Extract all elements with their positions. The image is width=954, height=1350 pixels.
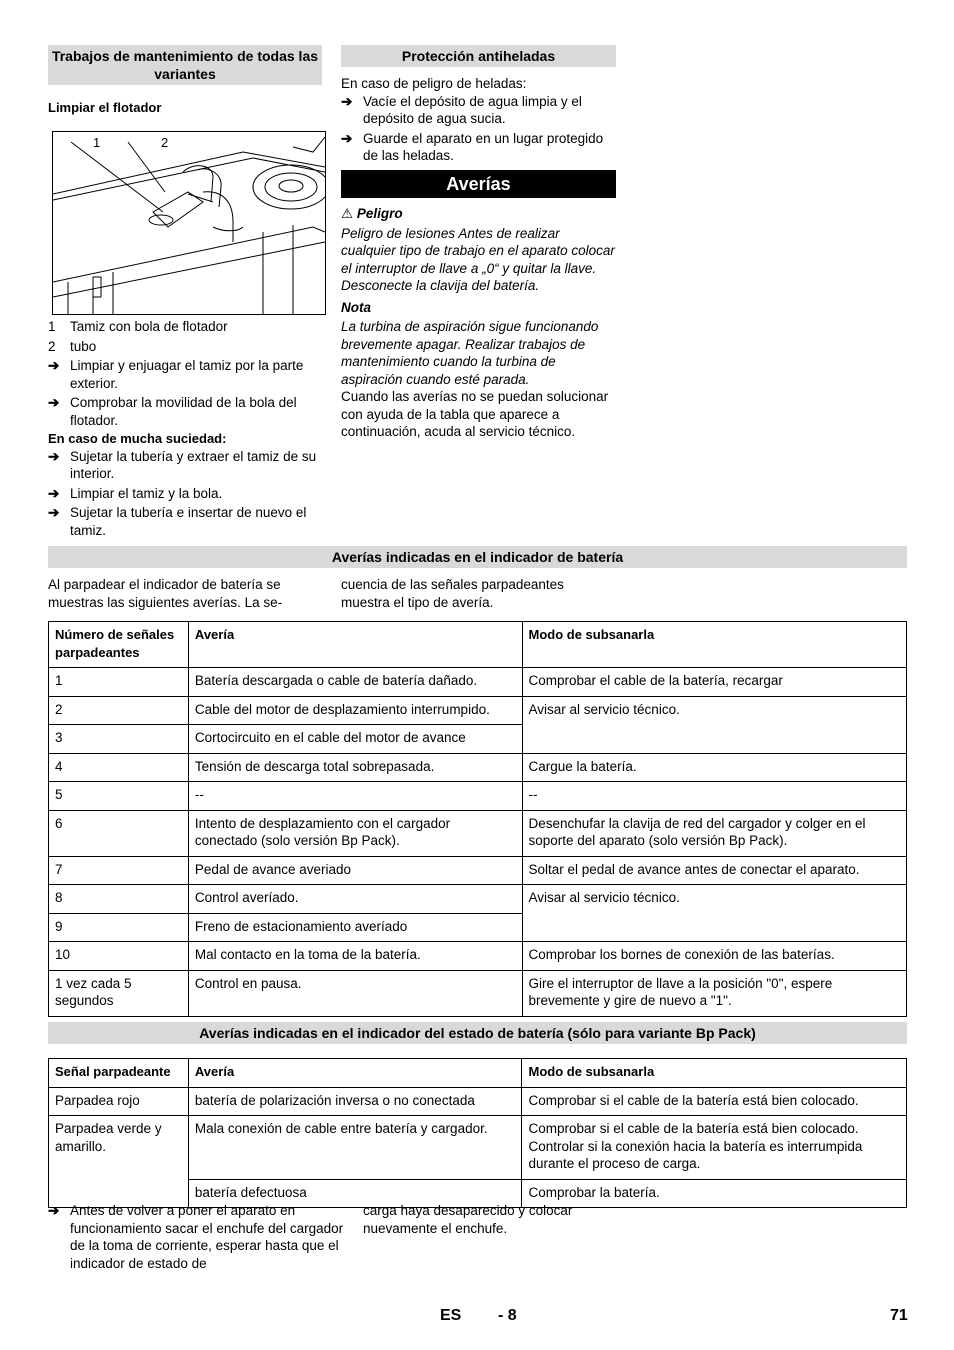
maintenance-header-text: Trabajos de mantenimiento de todas las variantes — [51, 48, 319, 82]
step-item: ➔ Comprobar la movilidad de la bola del flotador. — [48, 395, 297, 428]
table-row: 5 -- -- — [49, 782, 907, 811]
callout-2: 2 — [161, 135, 169, 150]
danger-label: Peligro — [356, 206, 403, 221]
col-header: Avería — [188, 1059, 522, 1088]
antifreeze-header-text: Protección antiheladas — [401, 48, 556, 64]
footer-sub-page: - 8 — [498, 1307, 517, 1324]
final-step-continued: carga haya desaparecido y colocar nuevamente el enchufe. — [363, 1203, 573, 1236]
arrow-icon: ➔ — [48, 448, 60, 464]
arrow-icon: ➔ — [48, 1203, 60, 1218]
table-row: batería defectuosa Comprobar la batería. — [49, 1179, 907, 1208]
dirty-heading: En caso de mucha suciedad: — [48, 431, 227, 446]
step-item: ➔ Guarde el aparato en un lugar protegido de las heladas. — [341, 130, 604, 163]
battery-faults-header — [48, 546, 907, 568]
table-row: 1 vez cada 5 segundos Control en pausa. Gire el interruptor de llave a la posición "0", espere brevemente y gire de nuevo a "1". — [49, 970, 907, 1016]
danger-label-row — [341, 205, 616, 223]
bp-pack-faults-table — [48, 1058, 907, 1208]
arrow-icon: ➔ — [341, 93, 353, 109]
table-header-row — [49, 1059, 907, 1088]
arrow-icon: ➔ — [341, 130, 353, 146]
col-header: Avería — [188, 622, 522, 668]
warning-icon: ⚠ — [341, 206, 354, 221]
antifreeze-intro: En caso de peligro de heladas: — [341, 76, 527, 91]
note-after-text: Cuando las averías no se puedan solucionar con ayuda de la tabla que aparece a continuación, acuda al servicio técnico. — [341, 389, 609, 439]
bp-pack-faults-header — [48, 1022, 907, 1044]
arrow-icon: ➔ — [48, 485, 60, 501]
antifreeze-block — [341, 75, 616, 165]
clean-float-subheading: Limpiar el flotador — [48, 100, 162, 115]
table-row: 2 Cable del motor de desplazamiento interrumpido. Avisar al servicio técnico. — [49, 696, 907, 725]
table-row: Parpadea verde y amarillo. Mala conexión de cable entre batería y cargador. Comprobar si el cable de la batería está bien colocado. Controlar si la conexión hacia la batería es interrumpida durante el proceso de carga. — [49, 1116, 907, 1180]
col-header: Número de señales parpadeantes — [49, 622, 189, 668]
arrow-icon: ➔ — [48, 395, 60, 410]
arrow-icon: ➔ — [48, 358, 60, 373]
table-row: 6 Intento de desplazamiento con el cargador conectado (solo versión Bp Pack). Desenchufar la clavija de red del cargador y colger en el soporte del aparato (solo versión Bp Pack). — [49, 810, 907, 856]
final-step: ➔ Antes de volver a poner el aparato en funcionamiento sacar el enchufe del cargador de la toma de corriente, esperar hasta que el indicador de estado de — [48, 1203, 344, 1271]
arrow-icon: ➔ — [48, 505, 60, 520]
maintenance-header — [48, 45, 322, 85]
note-label: Nota — [341, 299, 371, 315]
table-row: 4 Tensión de descarga total sobrepasada. Cargue la batería. — [49, 753, 907, 782]
section1-intro-left: Al parpadear el indicador de batería se muestras las siguientes averías. La se- — [48, 577, 283, 610]
bp-pack-faults-header-text: Averías indicadas en el indicador del estado de batería (sólo para variante Bp Pack) — [199, 1025, 756, 1041]
footer-lang: ES — [440, 1307, 462, 1324]
col-header: Modo de subsanarla — [522, 1059, 907, 1088]
step-item: ➔ Sujetar la tubería e insertar de nuevo el tamiz. — [48, 505, 307, 538]
legend-item: 1 Tamiz con bola de flotador — [48, 319, 228, 334]
battery-faults-header-text: Averías indicadas en el indicador de batería — [331, 549, 624, 565]
section1-intro-right: cuencia de las señales parpadeantes muestra el tipo de avería. — [341, 577, 564, 610]
step-item: ➔ Limpiar el tamiz y la bola. — [48, 485, 223, 501]
table-header-row — [49, 622, 907, 668]
antifreeze-header — [341, 45, 616, 67]
step-item: ➔ Vacíe el depósito de agua limpia y el depósito de agua sucia. — [341, 93, 582, 126]
warnings-block — [341, 205, 616, 441]
float-legend — [48, 318, 322, 539]
battery-faults-table — [48, 621, 907, 1017]
table-row: 1 Batería descargada o cable de batería dañado. Comprobar el cable de la batería, recargar — [49, 668, 907, 697]
col-header: Modo de subsanarla — [522, 622, 906, 668]
table-row: Parpadea rojo batería de polarización inversa o no conectada Comprobar si el cable de la batería está bien colocado. — [49, 1087, 907, 1116]
step-item: ➔ Sujetar la tubería y extraer el tamiz de su interior. — [48, 448, 317, 481]
footer-page-number: 71 — [890, 1307, 908, 1324]
averias-title: Averías — [341, 170, 616, 198]
legend-item: 2 tubo — [48, 338, 97, 354]
step-item: ➔ Limpiar y enjuagar el tamiz por la parte exterior. — [48, 358, 304, 391]
table-row: 7 Pedal de avance averiado Soltar el pedal de avance antes de conectar el aparato. — [49, 856, 907, 885]
table-row: 3 Cortocircuito en el cable del motor de avance — [49, 725, 907, 754]
float-illustration — [53, 132, 325, 314]
table-row: 10 Mal contacto en la toma de la batería. Comprobar los bornes de conexión de las baterías. — [49, 942, 907, 971]
table-row: 8 Control averíado. Avisar al servicio técnico. — [49, 885, 907, 914]
float-figure — [52, 131, 326, 315]
table-row: 9 Freno de estacionamiento averíado — [49, 913, 907, 942]
danger-text: Peligro de lesiones Antes de realizar cualquier tipo de trabajo en el aparato colocar el interruptor de llave a „0“ y quitar la llave. Desconecte la clavija del batería. — [341, 225, 615, 293]
note-text: La turbina de aspiración sigue funcionando brevemente apagar. Realizar trabajos de mantenimiento cuando la turbina de aspiración cuando esté parada. — [341, 319, 599, 387]
col-header: Señal parpadeante — [49, 1059, 189, 1088]
callout-1: 1 — [93, 135, 101, 150]
